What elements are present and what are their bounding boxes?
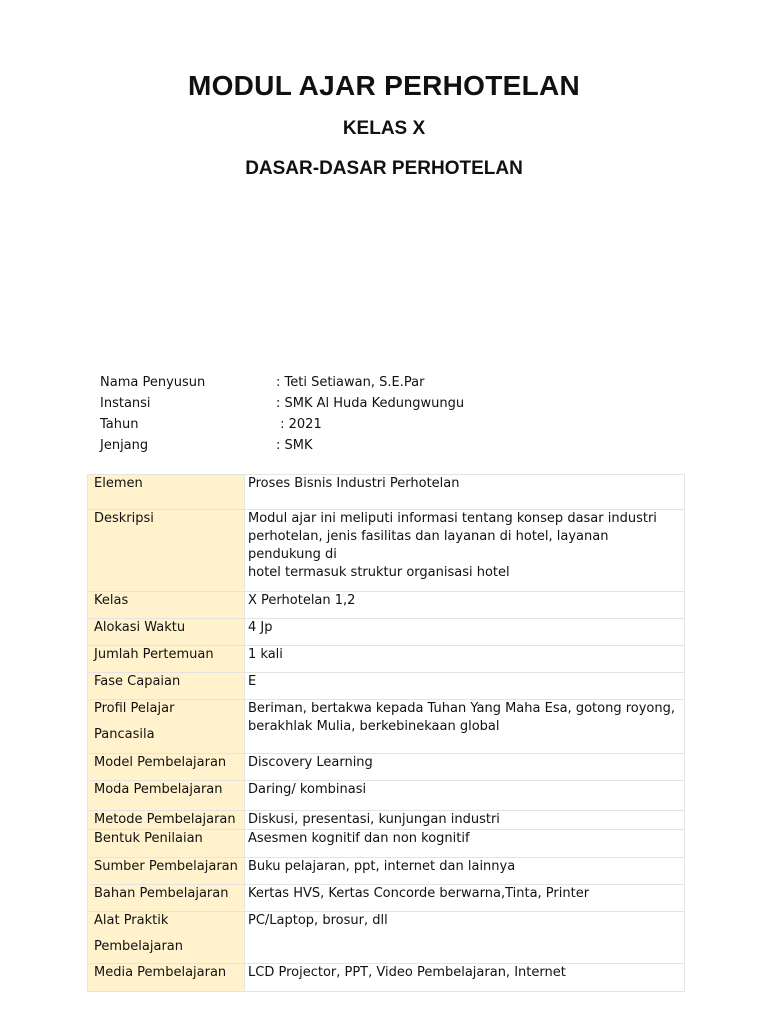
- row-value: [245, 510, 685, 592]
- row-value: 1 kali: [245, 646, 685, 673]
- document-title: MODUL AJAR PERHOTELAN: [187, 70, 581, 101]
- table-row-metode: [88, 811, 685, 830]
- module-info-table: [87, 474, 685, 992]
- row-value: Buku pelajaran, ppt, internet dan lainnya: [245, 858, 685, 885]
- table-row-bentuk: [88, 830, 685, 858]
- info-label: Tahun: [100, 417, 139, 432]
- table-row-media: [88, 964, 685, 992]
- class-heading: KELAS X: [342, 118, 426, 139]
- row-value: Discovery Learning: [245, 754, 685, 781]
- row-label: Jumlah Pertemuan: [88, 646, 245, 673]
- label-line: Pembelajaran: [94, 939, 183, 954]
- table-row-moda: [88, 781, 685, 811]
- row-label: Metode Pembelajaran: [88, 811, 245, 830]
- table-row-fase: [88, 673, 685, 700]
- profile-line: berakhlak Mulia, berkebinekaan global: [248, 719, 500, 734]
- label-line: Pancasila: [94, 727, 155, 742]
- info-row-author: [100, 372, 464, 393]
- row-value: E: [245, 673, 685, 700]
- info-row-institution: [100, 393, 464, 414]
- author-info: [100, 372, 464, 456]
- row-value: Daring/ kombinasi: [245, 781, 685, 811]
- info-row-year: [100, 414, 464, 435]
- row-value: Asesmen kognitif dan non kognitif: [245, 830, 685, 858]
- row-label: [88, 700, 245, 754]
- description-line: Modul ajar ini meliputi informasi tentang konsep dasar industri: [248, 511, 657, 526]
- table-row-deskripsi: [88, 510, 685, 592]
- info-value: : Teti Setiawan, S.E.Par: [276, 375, 425, 390]
- row-value: LCD Projector, PPT, Video Pembelajaran, Internet: [245, 964, 685, 992]
- row-value: Diskusi, presentasi, kunjungan industri: [245, 811, 685, 830]
- row-label: [88, 912, 245, 964]
- info-label: Jenjang: [100, 438, 149, 453]
- row-value: PC/Laptop, brosur, dll: [245, 912, 685, 964]
- row-label: Elemen: [88, 475, 245, 510]
- table-row-pertemuan: [88, 646, 685, 673]
- label-line: Alat Praktik: [94, 913, 169, 928]
- row-label: Alokasi Waktu: [88, 619, 245, 646]
- row-value: 4 Jp: [245, 619, 685, 646]
- table-row-model: [88, 754, 685, 781]
- info-value: : SMK Al Huda Kedungwungu: [276, 396, 465, 411]
- info-label: Instansi: [100, 396, 151, 411]
- description-line: perhotelan, jenis fasilitas dan layanan di hotel, layanan pendukung di: [248, 529, 609, 562]
- row-value: Proses Bisnis Industri Perhotelan: [245, 475, 685, 510]
- row-label: Deskripsi: [88, 510, 245, 592]
- table-row-sumber: [88, 858, 685, 885]
- row-label: Media Pembelajaran: [88, 964, 245, 992]
- profile-line: Beriman, bertakwa kepada Tuhan Yang Maha Esa, gotong royong,: [248, 701, 675, 716]
- label-line: Profil Pelajar: [94, 701, 175, 716]
- row-value: X Perhotelan 1,2: [245, 592, 685, 619]
- table-row-kelas: [88, 592, 685, 619]
- info-label: Nama Penyusun: [100, 375, 206, 390]
- row-label: Bahan Pembelajaran: [88, 885, 245, 912]
- subject-heading: DASAR-DASAR PERHOTELAN: [245, 158, 523, 179]
- row-label: Fase Capaian: [88, 673, 245, 700]
- info-value: : 2021: [276, 417, 322, 432]
- row-value: Kertas HVS, Kertas Concorde berwarna,Tinta, Printer: [245, 885, 685, 912]
- info-value: : SMK: [276, 438, 313, 453]
- row-label: Kelas: [88, 592, 245, 619]
- description-line: hotel termasuk struktur organisasi hotel: [248, 565, 510, 580]
- row-label: Model Pembelajaran: [88, 754, 245, 781]
- info-row-level: [100, 435, 464, 456]
- row-label: Sumber Pembelajaran: [88, 858, 245, 885]
- table-row-bahan: [88, 885, 685, 912]
- table-row-profil: [88, 700, 685, 754]
- table-row-alat: [88, 912, 685, 964]
- row-label: Bentuk Penilaian: [88, 830, 245, 858]
- table-row-alokasi: [88, 619, 685, 646]
- row-label: Moda Pembelajaran: [88, 781, 245, 811]
- row-value: [245, 700, 685, 754]
- table-row-elemen: [88, 475, 685, 510]
